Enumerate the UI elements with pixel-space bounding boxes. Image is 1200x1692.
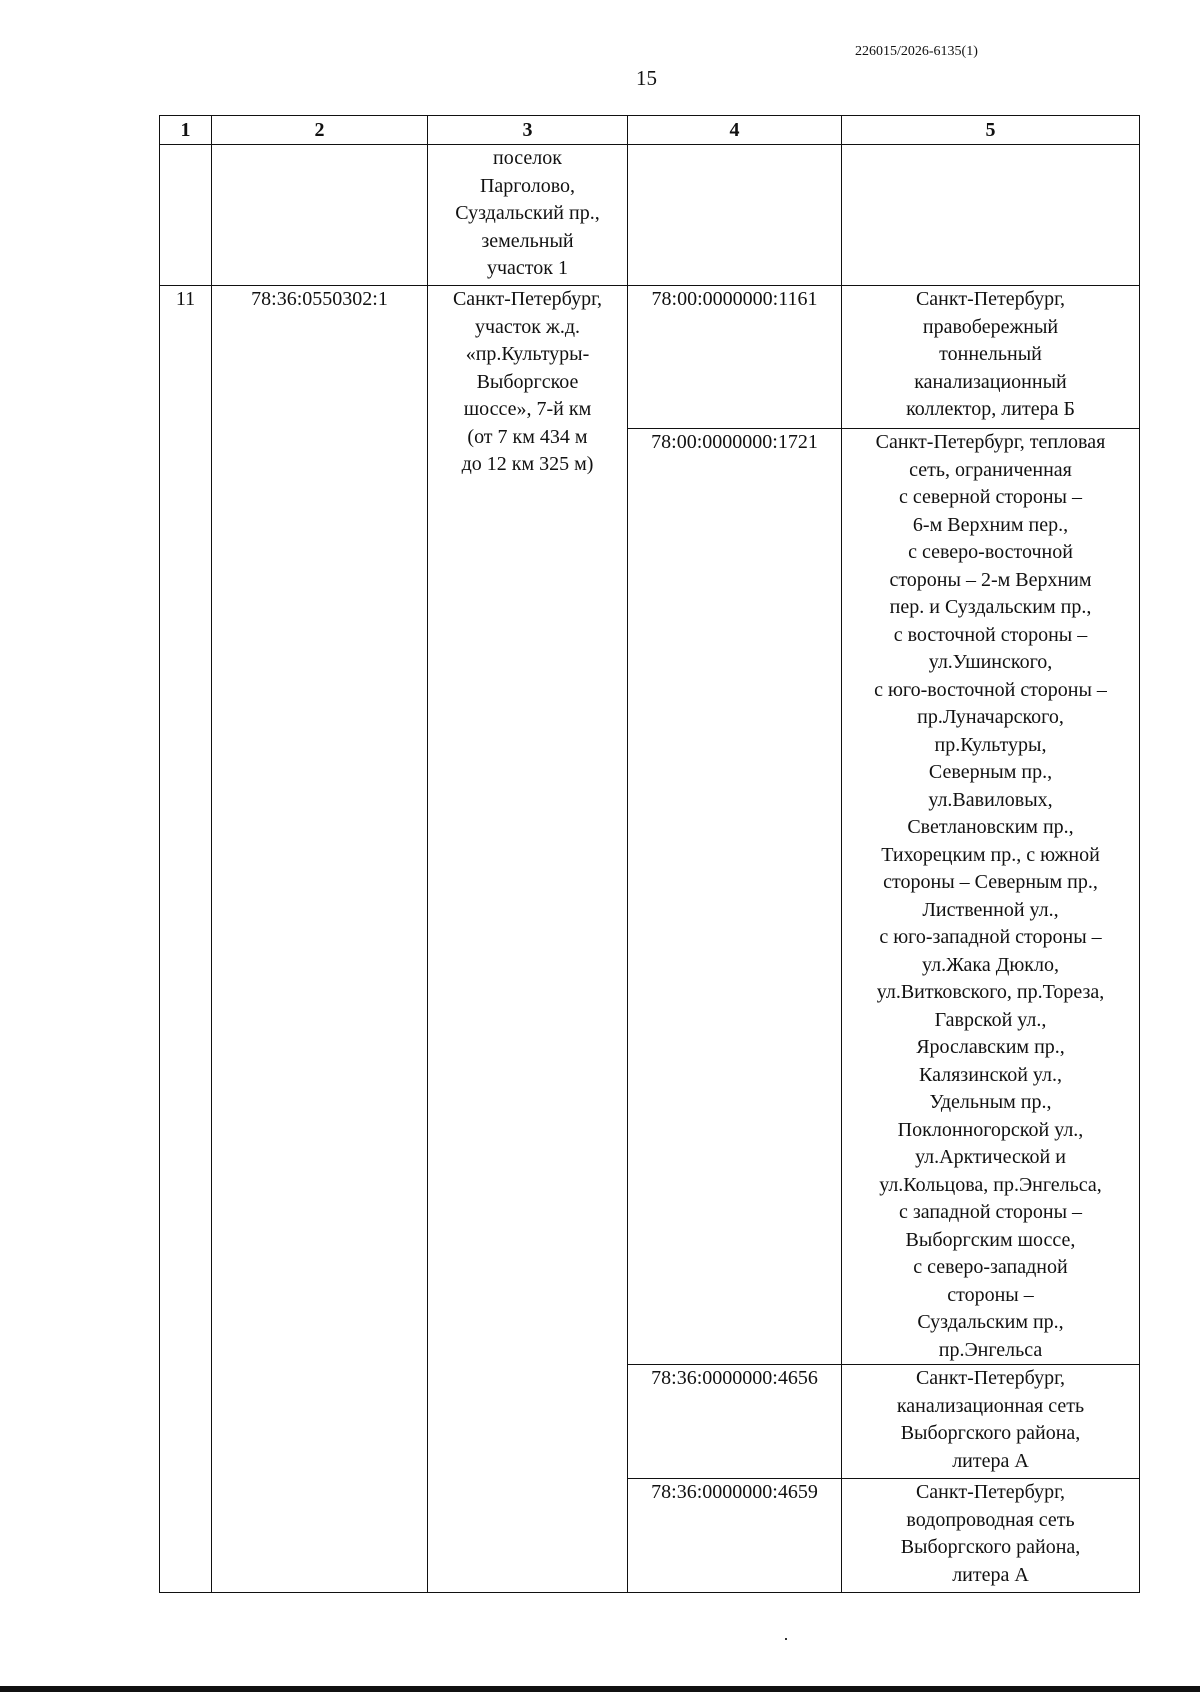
column-header-5: 5 bbox=[842, 116, 1140, 145]
scan-bottom-edge bbox=[0, 1686, 1200, 1692]
column-header-4: 4 bbox=[628, 116, 842, 145]
row-number-cell: 11 bbox=[160, 286, 212, 1593]
object-description-cell: Санкт-Петербург, канализационная сеть Выборгского района, литера А bbox=[842, 1365, 1140, 1479]
continuation-cell-2 bbox=[212, 145, 428, 286]
object-id-cell: 78:36:0000000:4656 bbox=[628, 1365, 842, 1479]
cadastral-number-cell: 78:36:0550302:1 bbox=[212, 286, 428, 1593]
object-description-cell: Санкт-Петербург, тепловая сеть, ограниченная с северной стороны – 6-м Верхним пер., с северо-восточной стороны – 2-м Верхним пер. и Суздальским пр., с восточной стороны – ул.Ушинского, с юго-восточной стороны – пр.Луначарского, пр.Культуры, Северным пр., ул.Вавиловых, Светлановским пр., Тихорецким пр., с южной стороны – Северным пр., Лиственной ул., с юго-западной стороны – ул.Жака Дюкло, ул.Витковского, пр.Тореза, Гаврской ул., Ярославским пр., Калязинской ул., Удельным пр., Поклонногорской ул., ул.Арктической и ул.Кольцова, пр.Энгельса, с западной стороны – Выборгским шоссе, с северо-западной стороны – Суздальским пр., пр.Энгельса bbox=[842, 429, 1140, 1365]
column-header-1: 1 bbox=[160, 116, 212, 145]
object-id-cell: 78:36:0000000:4659 bbox=[628, 1479, 842, 1593]
column-header-2: 2 bbox=[212, 116, 428, 145]
column-header-3: 3 bbox=[428, 116, 628, 145]
continuation-cell-4 bbox=[628, 145, 842, 286]
table-row bbox=[160, 145, 1140, 286]
document-id: 226015/2026-6135(1) bbox=[855, 44, 978, 59]
continuation-cell-1 bbox=[160, 145, 212, 286]
object-id-cell: 78:00:0000000:1161 bbox=[628, 286, 842, 429]
header-row bbox=[160, 116, 1140, 145]
object-id-cell: 78:00:0000000:1721 bbox=[628, 429, 842, 1365]
register-table bbox=[159, 115, 1140, 1593]
object-description-cell: Санкт-Петербург, водопроводная сеть Выборгского района, литера А bbox=[842, 1479, 1140, 1593]
object-description-cell: Санкт-Петербург, правобережный тоннельный канализационный коллектор, литера Б bbox=[842, 286, 1140, 429]
table-row bbox=[160, 286, 1140, 429]
page-number: 15 bbox=[636, 66, 657, 90]
address-cell: Санкт-Петербург, участок ж.д. «пр.Культуры- Выборгское шоссе», 7-й км (от 7 км 434 м до 12 км 325 м) bbox=[428, 286, 628, 1593]
continuation-cell-5 bbox=[842, 145, 1140, 286]
continuation-address-cell: поселок Парголово, Суздальский пр., земельный участок 1 bbox=[428, 145, 628, 286]
scan-speck bbox=[785, 1638, 787, 1640]
